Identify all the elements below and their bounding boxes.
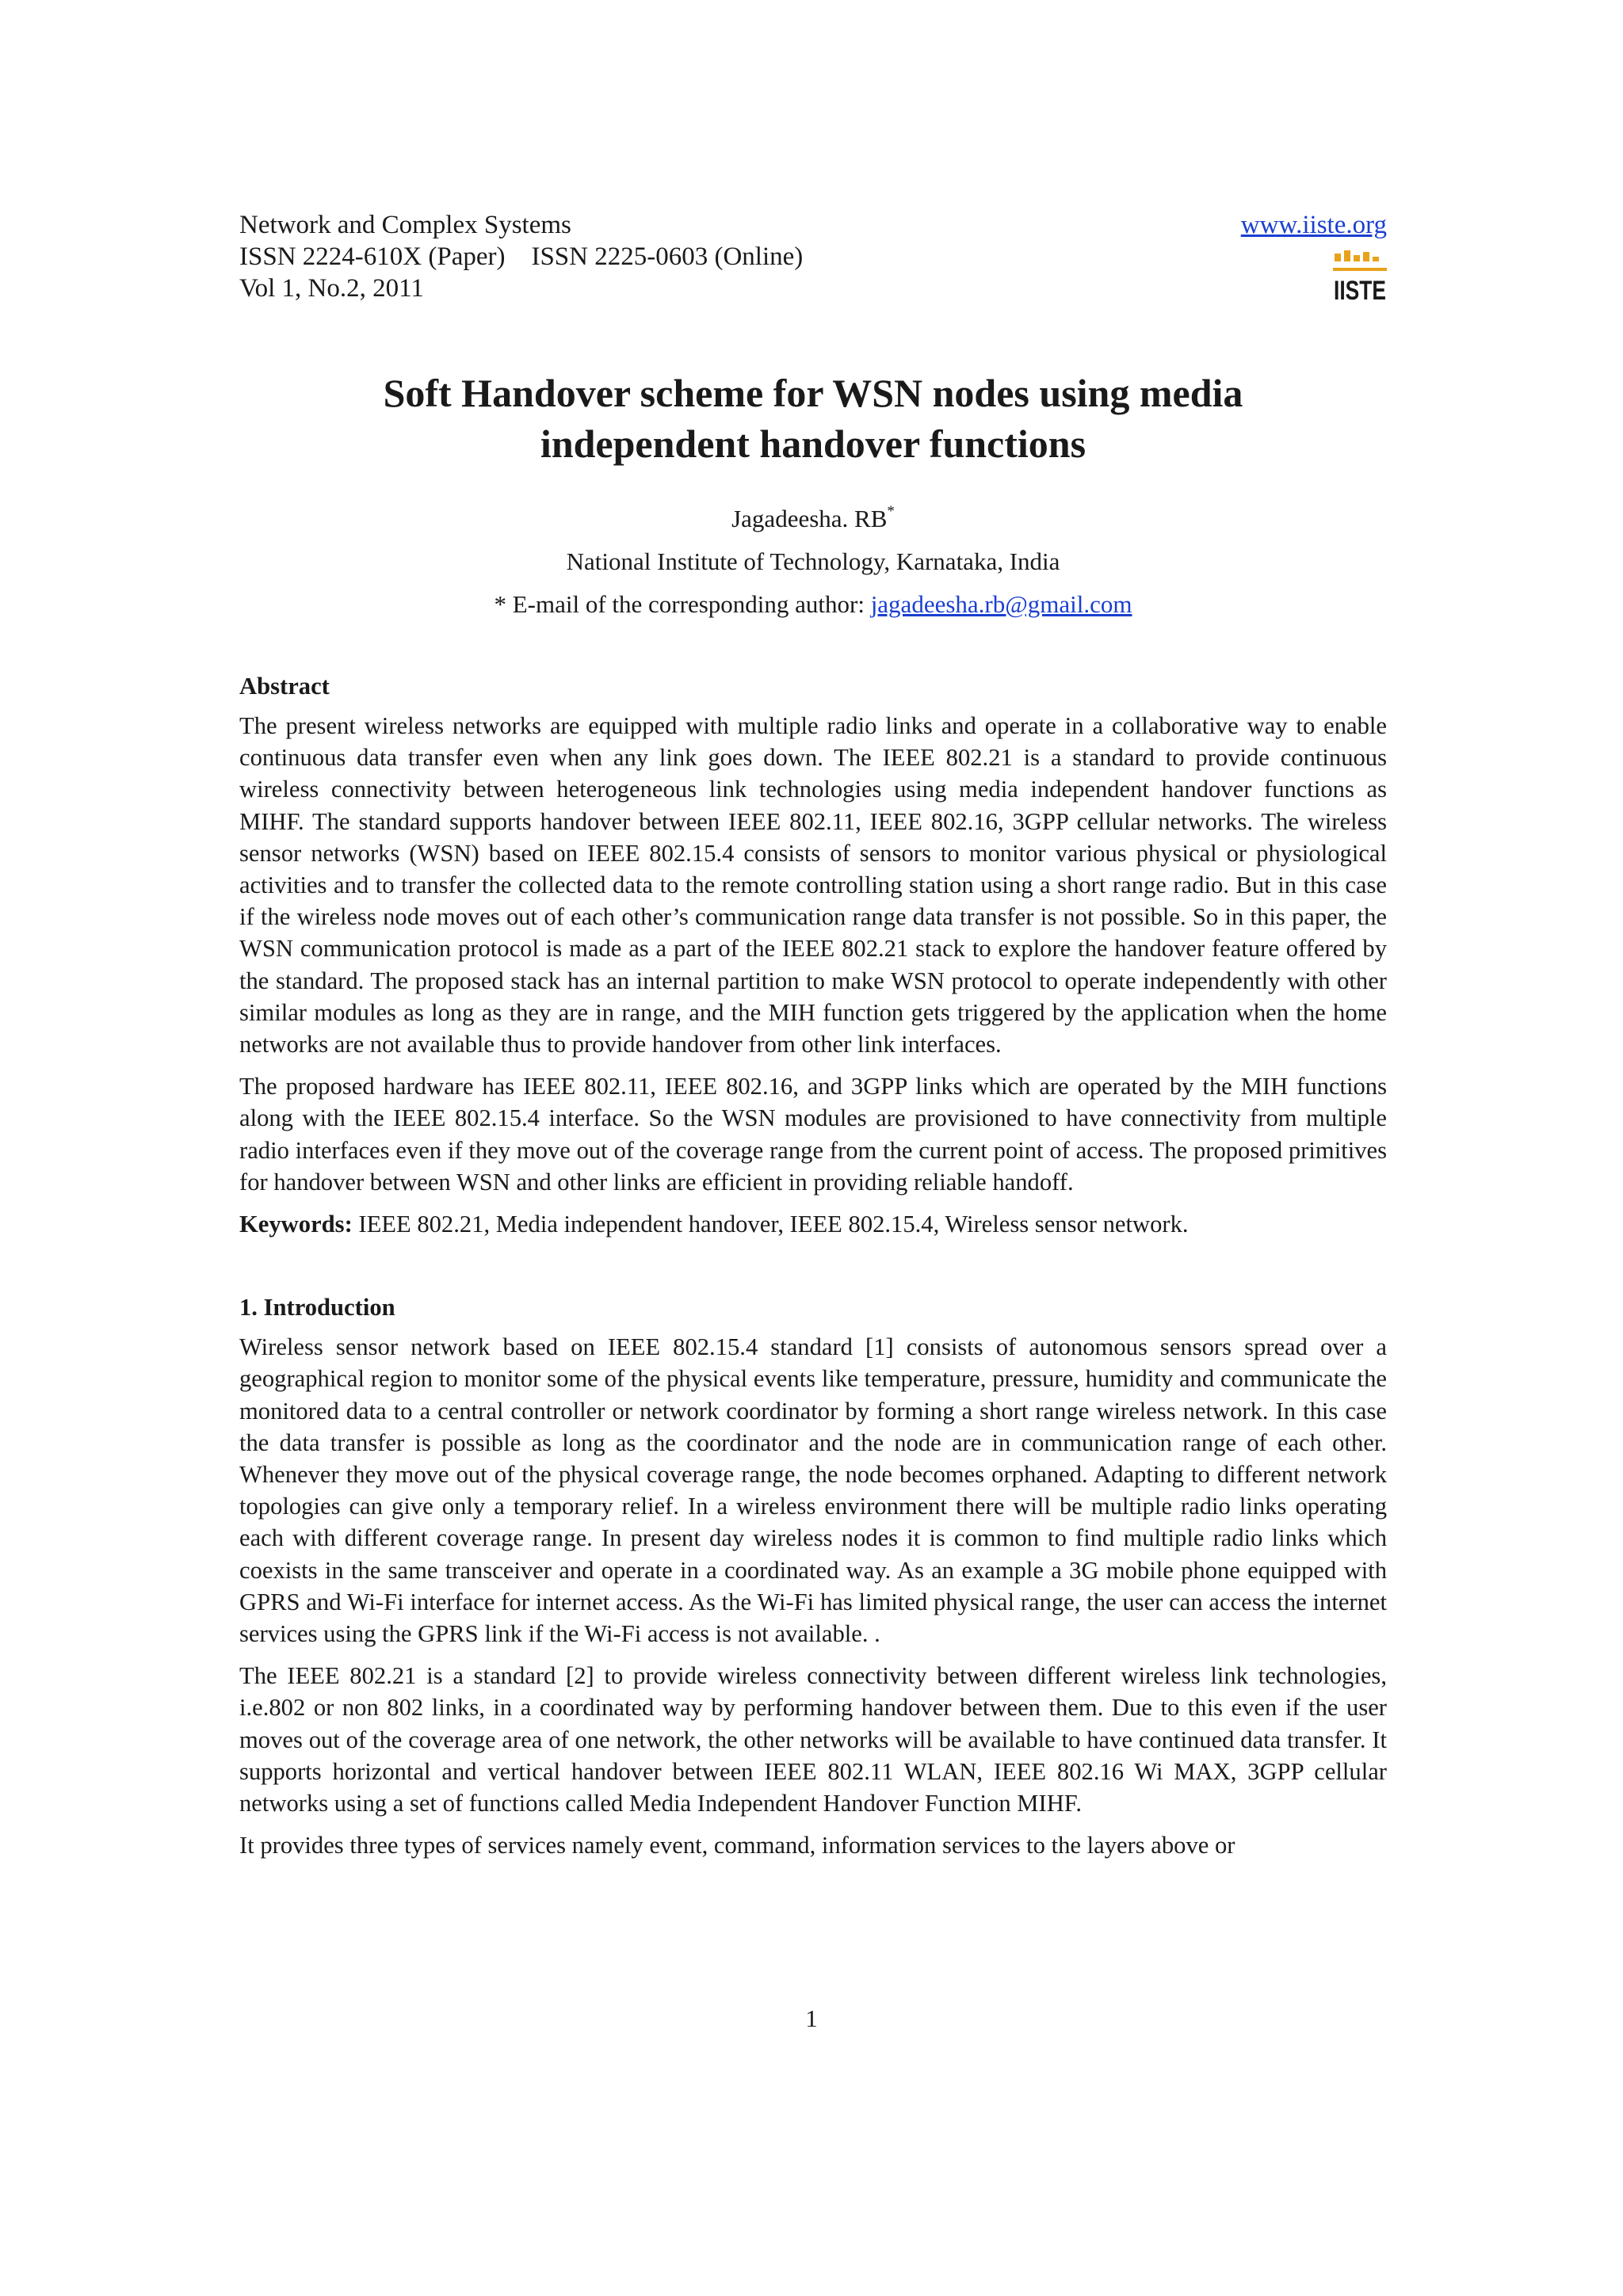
journal-name: Network and Complex Systems — [239, 211, 571, 239]
author-name-line — [239, 498, 1387, 540]
paper-title-line-1: Soft Handover scheme for WSN nodes using media — [383, 371, 1243, 415]
paper-title-line-2: independent handover functions — [540, 421, 1086, 466]
journal-url-link[interactable]: www.iiste.org — [1240, 211, 1387, 239]
author-block — [239, 498, 1387, 626]
author-marker: * — [887, 503, 895, 520]
author-email-link[interactable]: jagadeesha.rb@gmail.com — [870, 590, 1132, 618]
abstract-paragraph-2: The proposed hardware has IEEE 802.11, IEEE 802.16, and 3GPP links which are operated by the MIH functions along with the IEEE 802.15.4 interface. So the WSN modules are provisioned to have connectivity from multiple radio interfaces even if they move out of the coverage range from the current point of access. The proposed primitives for handover between WSN and other links are efficient in providing reliable handoff. — [239, 1073, 1387, 1196]
keywords-label: Keywords: — [239, 1211, 353, 1238]
introduction-paragraph-2: The IEEE 802.21 is a standard [2] to provide wireless connectivity between different wireless link technologies, i.e.802 or non 802 links, in a coordinated way by performing handover between them. Due to this even if the user moves out of the coverage area of one network, the other networks will be available to have continued data transfer. It supports horizontal and vertical handover between IEEE 802.11 WLAN, IEEE 802.16 Wi MAX, 3GPP cellular networks using a set of functions called Media Independent Handover Function MIHF. — [239, 1662, 1387, 1817]
journal-volume: Vol 1, No.2, 2011 — [239, 274, 424, 303]
logo-text: IISTE — [1334, 276, 1386, 306]
paper-body — [239, 670, 1387, 1872]
introduction-heading: 1. Introduction — [239, 1294, 395, 1322]
author-name: Jagadeesha. RB — [731, 505, 888, 532]
keywords-text: IEEE 802.21, Media independent handover, IEEE 802.15.4, Wireless sensor network. — [352, 1211, 1189, 1238]
email-label: * E-mail of the corresponding author: — [494, 590, 871, 618]
journal-issn: ISSN 2224-610X (Paper) ISSN 2225-0603 (Online) — [239, 242, 804, 271]
introduction-paragraph-3: It provides three types of services namely event, command, information services to the layers above or — [239, 1832, 1235, 1859]
journal-header — [239, 209, 1387, 304]
paper-title — [239, 368, 1387, 469]
abstract-paragraph-1: The present wireless networks are equipped with multiple radio links and operate in a collaborative way to enable continuous data transfer even when any link goes down. The IEEE 802.21 is a standard to provide continuous wireless connectivity between heterogeneous link technologies using media independent handover functions as MIHF. The standard supports handover between IEEE 802.11, IEEE 802.16, 3GPP cellular networks. The wireless sensor networks (WSN) based on IEEE 802.15.4 consists of sensors to monitor various physical or physiological activities and to transfer the collected data to the remote controlling station using a short range radio. But in this case if the wireless node moves out of each other’s communication range data transfer is not possible. So in this paper, the WSN communication protocol is made as a part of the IEEE 802.21 stack to explore the handover feature offered by the standard. The proposed stack has an internal partition to make WSN protocol to operate independently with other similar modules as long as they are in range, and the MIH function gets triggered by the application when the home networks are not available thus to provide handover from other link interfaces. — [239, 712, 1387, 1058]
iiste-logo — [1333, 250, 1387, 306]
page-number: 1 — [805, 2004, 818, 2032]
introduction-paragraph-1: Wireless sensor network based on IEEE 802.15.4 standard [1] consists of autonomous sensors spread over a geographical region to monitor some of the physical events like temperature, pressure, humidity and communicate the monitored data to a central controller or network coordinator by forming a short range wireless network. In this case the data transfer is possible as long as the coordinator and the node are in communication range of each other. Whenever they move out of the physical coverage range, the node becomes orphaned. Adapting to different network topologies can give only a temporary relief. In a wireless environment there will be multiple radio links operating each with different coverage range. In present day wireless nodes it is common to find multiple radio links which coexists in the same transceiver and operate in a coordinated way. As an example a 3G mobile phone equipped with GPRS and Wi-Fi interface for internet access. As the Wi-Fi has limited physical range, the user can access the internet services using the GPRS link if the Wi-Fi access is not available. . — [239, 1333, 1387, 1648]
section-spacer — [239, 1250, 1387, 1291]
author-email-line — [239, 583, 1387, 626]
abstract-heading: Abstract — [239, 673, 330, 700]
keywords-line — [239, 1208, 1387, 1240]
author-affiliation: National Institute of Technology, Karnataka, India — [566, 547, 1060, 575]
